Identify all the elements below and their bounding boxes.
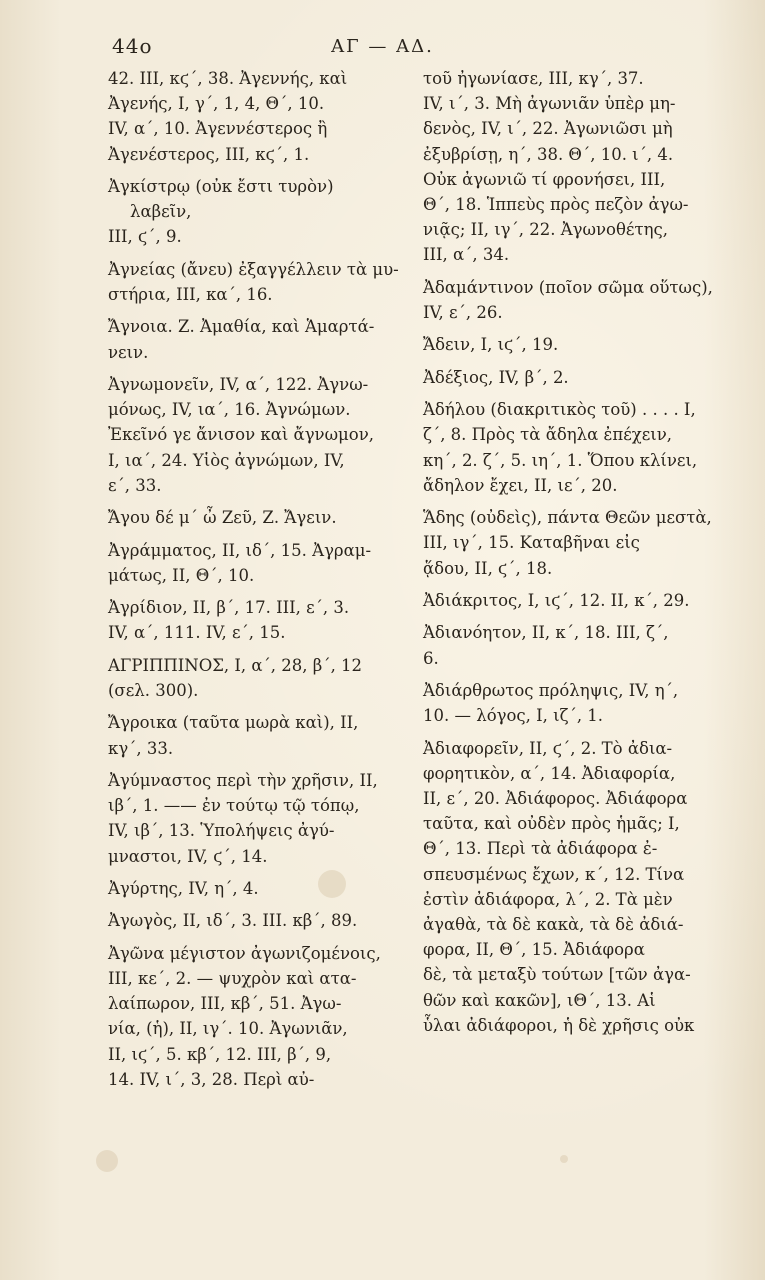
entry-line: μναστοι, IV, ϛ΄, 14. [108,846,268,866]
entry-line: κγ΄, 33. [108,738,174,758]
index-entry [108,174,400,250]
entry-line: Οὐκ ἀγωνιῶ τί φρονήσει, III, [423,169,666,189]
entry-line: Ἀδέξιος, IV, β΄, 2. [423,367,569,387]
entry-line: νία, (ἡ), II, ιγ΄. 10. Ἀγωνιᾶν, [108,1019,348,1039]
index-entry [108,908,400,933]
entry-line: Ἀγύμναστος περὶ τὴν χρῆσιν, II, [108,770,378,790]
entry-line: ὗλαι ἀδιάφοροι, ἡ δὲ χρῆσις οὐκ [423,1015,695,1035]
entry-line: IV, ε΄, 26. [423,303,503,323]
entry-line: 42. III, κϛ΄, 38. Ἀγεννής, καὶ [108,69,348,88]
index-entry [108,66,400,167]
entry-line: Θ΄, 18. Ἱππεὺς πρὸς πεζὸν ἀγω- [423,195,689,215]
index-entry [108,505,400,530]
entry-line: III, α΄, 34. [423,245,510,265]
index-entry [108,257,400,307]
entry-line: Ἄδειν, I, ιϛ΄, 19. [423,335,559,355]
entry-line: δενὸς, IV, ι΄, 22. Ἀγωνιῶσι μὴ [423,119,673,139]
index-entry [423,397,715,498]
entry-line: Ἀγύρτης, IV, η΄, 4. [108,878,259,898]
entry-line: φορα, II, Θ΄, 15. Ἀδιάφορα [423,940,645,960]
index-entry [108,710,400,760]
index-entry [108,941,400,1092]
entry-line: ἐστὶν ἀδιάφορα, λ΄, 2. Τὰ μὲν [423,889,673,909]
index-entry [423,66,715,268]
entry-line: ΑΓΡΙΠΠΙΝΟΣ, I, α΄, 28, β΄, 12 [108,655,363,675]
index-entry [423,275,715,325]
entry-line: Ἀγενέστερος, III, κϛ΄, 1. [108,144,310,164]
entry-line: Ἀδιανόητον, II, κ΄, 18. III, ζ΄, [423,623,669,643]
entry-line: Ἀγνείας (ἄνευ) ἐξαγγέλλειν τὰ μυ- [108,259,399,279]
entry-line: Ἀγωγὸς, II, ιδ΄, 3. III. κβ΄, 89. [108,911,358,931]
entry-line: III, ϛ΄, 9. [108,227,182,247]
entry-line: Ἀγῶνα μέγιστον ἀγωνιζομένοις, [108,943,381,963]
entry-line: φορητικὸν, α΄, 14. Ἀδιαφορία, [423,763,676,783]
entry-line: ζ΄, 8. Πρὸς τὰ ἄδηλα ἐπέχειν, [423,425,673,445]
index-entry [423,678,715,728]
entry-line: Ἀγρίδιον, II, β΄, 17. III, ε΄, 3. [108,598,350,618]
entry-line: Θ΄, 13. Περὶ τὰ ἀδιάφορα ἐ- [423,839,658,859]
entry-line: ἐξυβρίσῃ, η΄, 38. Θ΄, 10. ι΄, 4. [423,144,674,164]
running-head: ΑΓ — ΑΔ. [331,36,434,57]
entry-line: δὲ, τὰ μεταξὺ τούτων [τῶν ἀγα- [423,965,691,985]
entry-line: Ἅδης (οὐδεὶς), πάντα Θεῶν μεστὰ, [423,508,712,528]
entry-line: I, ια΄, 24. Υἱὸς ἀγνώμων, IV, [108,450,345,470]
entry-line: στήρια, III, κα΄, 16. [108,285,273,304]
entry-line: (σελ. 300). [108,680,199,700]
paper-stain [560,1155,568,1163]
entry-line: Ἀδιάρθρωτος πρόληψις, IV, η΄, [423,680,679,700]
index-entry [423,588,715,613]
index-entry [108,653,400,703]
paper-stain [96,1150,118,1172]
index-entry [108,372,400,498]
entry-line: ἄδηλον ἔχει, II, ιε΄, 20. [423,475,618,495]
entry-line: Ἀδιαφορεῖν, II, ϛ΄, 2. Τὸ ἀδια- [423,738,673,758]
entry-line: II, ε΄, 20. Ἀδιάφορος. Ἀδιάφορα [423,788,688,808]
index-entry [423,505,715,581]
entry-line: ᾅδου, II, ϛ΄, 18. [423,558,553,578]
entry-line: Ἀγράμματος, II, ιδ΄, 15. Ἀγραμ- [108,540,372,560]
entry-line: θῶν καὶ κακῶν], ιΘ΄, 13. Αἱ [423,990,656,1010]
entry-line: ε΄, 33. [108,475,162,495]
entry-line: μάτως, II, Θ΄, 10. [108,565,255,585]
entry-line: Ἀγκίστρῳ (οὐκ ἔστι τυρὸν) λαβεῖν, [108,177,334,222]
index-entry [108,595,400,645]
entry-line: III, ιγ΄, 15. Καταβῆναι εἰς [423,533,640,553]
entry-line: νιᾷς; II, ιγ΄, 22. Ἀγωνοθέτης, [423,220,668,240]
entry-line: 10. — λόγος, I, ιζ΄, 1. [423,706,604,726]
entry-line: 6. [423,648,439,668]
index-entry [423,332,715,357]
entry-line: σπευσμένως ἔχων, κ΄, 12. Τίνα [423,864,685,884]
right-column [423,66,715,1045]
entry-line: Ἀδήλου (διακριτικὸς τοῦ) . . . . I, [423,400,696,420]
index-entry [108,768,400,869]
entry-line: Ἄγου δέ μ΄ ὦ Ζεῦ, Ζ. Ἄγειν. [108,508,337,528]
entry-line: IV, ιβ΄, 13. Ὑπολήψεις ἀγύ- [108,821,335,841]
index-entry [108,314,400,364]
entry-line: νειν. [108,342,149,362]
entry-line: IV, ι΄, 3. Μὴ ἀγωνιᾶν ὑπὲρ μη- [423,94,676,114]
entry-line: μόνως, IV, ια΄, 16. Ἀγνώμων. [108,400,351,420]
index-entry [423,365,715,390]
entry-line: Ἄγνοια. Ζ. Ἀμαθία, καὶ Ἁμαρτά- [108,317,375,337]
entry-line: ἀγαθὰ, τὰ δὲ κακὰ, τὰ δὲ ἀδιά- [423,914,684,934]
entry-line: IV, α΄, 111. IV, ε΄, 15. [108,623,286,643]
index-entry [108,538,400,588]
entry-line: κη΄, 2. ζ΄, 5. ιη΄, 1. Ὅπου κλίνει, [423,450,698,470]
index-entry [108,876,400,901]
index-entry [423,620,715,670]
entry-line: Ἄγροικα (ταῦτα μωρὰ καὶ), II, [108,713,359,733]
entry-line: Ἀγενής, I, γ΄, 1, 4, Θ΄, 10. [108,94,325,114]
entry-line: III, κε΄, 2. — ψυχρὸν καὶ ατα- [108,968,357,988]
entry-line: τοῦ ἠγωνίασε, III, κγ΄, 37. [423,69,644,88]
entry-line: Ἀδιάκριτος, I, ιϛ΄, 12. II, κ΄, 29. [423,590,690,610]
entry-line: Ἀδαμάντινον (ποῖον σῶμα οὕτως), [423,277,713,297]
entry-line: IV, α΄, 10. Ἀγεννέστερος ἢ [108,119,328,139]
entry-line: Ἐκεῖνό γε ἄνισον καὶ ἄγνωμον, [108,425,374,445]
entry-line: ταῦτα, καὶ οὐδὲν πρὸς ἡμᾶς; I, [423,814,680,834]
index-entry [423,736,715,1038]
page-number: 44o [112,34,153,58]
entry-line: ιβ΄, 1. —— ἐν τούτῳ τῷ τόπῳ, [108,796,360,816]
entry-line: 14. IV, ι΄, 3, 28. Περὶ αὐ- [108,1069,315,1089]
entry-line: Ἀγνωμονεῖν, IV, α΄, 122. Ἀγνω- [108,374,369,394]
entry-line: λαίπωρον, III, κβ΄, 51. Ἀγω- [108,994,342,1014]
left-column [108,66,400,1099]
entry-line: II, ιϛ΄, 5. κβ΄, 12. III, β΄, 9, [108,1044,332,1064]
page-header [0,34,765,64]
